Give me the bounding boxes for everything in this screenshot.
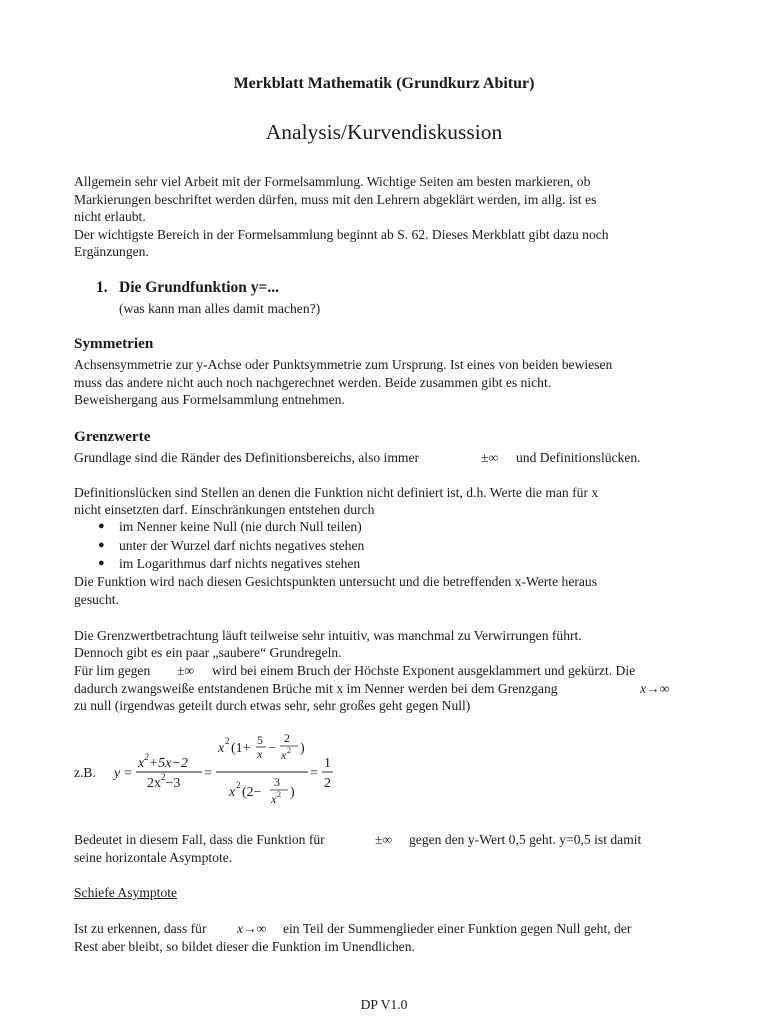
grenzwerte-line-1b: und Definitionslücken. <box>516 450 641 465</box>
result-denominator: 2 <box>324 776 331 791</box>
grenzwerte-heading: Grenzwerte <box>74 428 151 445</box>
intro-line-1: Allgemein sehr viel Arbeit mit der Formelsammlung. Wichtige Seiten am besten markieren, ob <box>74 174 591 189</box>
grenzwerte-line-1a: Grundlage sind die Ränder des Definitionsbereichs, also immer <box>74 450 420 465</box>
grenzwertbetrachtung-line-3b: wird bei einem Bruch der Höchste Exponent ausgeklammert und gekürzt. Die <box>212 663 636 678</box>
fraction-2-denominator-close: ) <box>290 785 295 800</box>
fraction-2-numerator-xsq: x <box>281 748 287 762</box>
footer-version: DP V1.0 <box>360 997 408 1012</box>
grenzwertbetrachtung-line-3a: Für lim gegen <box>74 663 151 678</box>
bullet-icon: ● <box>98 539 105 551</box>
grenzwerte-after-1: Die Funktion wird nach diesen Gesichtspunkten untersucht und die betreffenden x-Werte heraus <box>74 574 597 589</box>
fraction-2-numerator-x2: x <box>218 741 225 756</box>
formula-graphic <box>74 730 374 815</box>
grenzwertbetrachtung-line-5: zu null (irgendwas geteilt durch etwas sehr, sehr großes geht gegen Null) <box>74 698 471 713</box>
grenzwerte-after-2: gesucht. <box>74 592 119 607</box>
intro-line-3: nicht erlaubt. <box>74 209 146 224</box>
document-title: Analysis/Kurvendiskussion <box>265 120 503 144</box>
formula-equals: = <box>124 766 132 781</box>
grenzwertbetrachtung-line-1: Die Grenzwertbetrachtung läuft teilweise sehr intuitiv, was manchmal zu Verwirrungen führt. <box>74 628 582 643</box>
x-to-infinity: x→∞ <box>640 681 670 696</box>
fraction-2-numerator-minus: − <box>268 741 276 756</box>
symmetrien-line-3: Beweishergang aus Formelsammlung entnehmen. <box>74 392 345 407</box>
bullet-item-2: unter der Wurzel darf nichts negatives stehen <box>119 538 365 553</box>
example-formula <box>74 730 374 815</box>
section-1-heading: Die Grundfunktion y=... <box>119 279 279 296</box>
symmetrien-line-2: muss das andere nicht auch noch nachgerechnet werden. Beide zusammen gibt es nicht. <box>74 375 552 390</box>
definitionsluecken-line-1: Definitionslücken sind Stellen an denen die Funktion nicht definiert ist, d.h. Werte die man für x <box>74 485 599 500</box>
x-to-infinity: x→∞ <box>237 921 267 936</box>
bullet-item-3: im Logarithmus darf nichts negatives stehen <box>119 556 361 571</box>
plus-minus-infinity: ±∞ <box>375 832 393 847</box>
fraction-2-numerator-xsq-exp: 2 <box>287 746 291 755</box>
grenzwertbetrachtung-line-4a: dadurch zwangsweiße entstandenen Brüche mit x im Nenner werden bei dem Grenzgang <box>74 681 558 696</box>
intro-line-4: Der wichtigste Bereich in der Formelsammlung beginnt ab S. 62. Dieses Merkblatt gibt dazu noch <box>74 227 609 242</box>
bedeutet-line-2: seine horizontale Asymptote. <box>74 850 233 865</box>
bedeutet-line-1a: Bedeutet in diesem Fall, dass die Funktion für <box>74 832 325 847</box>
fraction-2-denominator-paren: (2− <box>242 785 262 800</box>
symmetrien-line-1: Achsensymmetrie zur y-Achse oder Punktsymmetrie zum Ursprung. Ist eines von beiden bewiesen <box>74 357 613 372</box>
bedeutet-line-1b: gegen den y-Wert 0,5 geht. y=0,5 ist damit <box>409 832 642 847</box>
bullet-icon: ● <box>98 557 105 569</box>
fraction-2-denominator-xsq: x <box>271 792 277 806</box>
intro-line-5: Ergänzungen. <box>74 244 149 259</box>
symmetrien-heading: Symmetrien <box>74 335 154 352</box>
formula-prefix: z.B. <box>74 765 96 780</box>
result-numerator: 1 <box>324 756 331 771</box>
section-1-number: 1. <box>96 279 108 296</box>
fraction-1-numerator: $x^2+5x-2$ <box>138 752 188 771</box>
fraction-2-numerator-close: ) <box>300 741 305 756</box>
plus-minus-infinity: ±∞ <box>481 450 499 465</box>
fraction-2-numerator-exp: 2 <box>225 736 230 746</box>
fraction-2-numerator-x: x <box>257 747 263 761</box>
schiefe-line-1b: ein Teil der Summenglieder einer Funktion gegen Null geht, der <box>283 921 632 936</box>
fraction-2-denominator-xsq-exp: 2 <box>277 790 281 799</box>
fraction-2-numerator-paren: (1+ <box>231 741 251 756</box>
bullet-icon: ● <box>98 520 105 532</box>
formula-lhs: y <box>114 766 121 781</box>
grenzwertbetrachtung-line-2: Dennoch gibt es ein paar „saubere“ Grundregeln. <box>74 645 342 660</box>
plus-minus-infinity: ±∞ <box>177 663 195 678</box>
fraction-2-denominator-3: 3 <box>274 775 280 789</box>
section-1-subheading: (was kann man alles damit machen?) <box>119 301 321 316</box>
intro-line-2: Markierungen beschriftet werden dürfen, muss mit den Lehrern abgeklärt werden, im allg. ist es <box>74 192 597 207</box>
schiefe-asymptote-heading: Schiefe Asymptote <box>74 885 178 900</box>
definitionsluecken-line-2: nicht einsetzten darf. Einschränkungen entstehen durch <box>74 502 375 517</box>
document-subtitle: Merkblatt Mathematik (Grundkurz Abitur) <box>233 75 535 92</box>
bullet-item-1: im Nenner keine Null (nie durch Null teilen) <box>119 519 362 534</box>
fraction-2-numerator-2: 2 <box>284 731 290 745</box>
schiefe-line-2: Rest aber bleibt, so bildet dieser die Funktion im Unendlichen. <box>74 939 415 954</box>
fraction-2-denominator-exp: 2 <box>236 780 241 790</box>
fraction-2-denominator-x2: x <box>229 785 236 800</box>
fraction-2-numerator-5: 5 <box>257 733 263 747</box>
formula-equals: = <box>310 766 318 781</box>
fraction-1-denominator: $2x^2-3$ <box>147 772 181 791</box>
formula-equals: = <box>204 766 212 781</box>
schiefe-line-1a: Ist zu erkennen, dass für <box>74 921 207 936</box>
